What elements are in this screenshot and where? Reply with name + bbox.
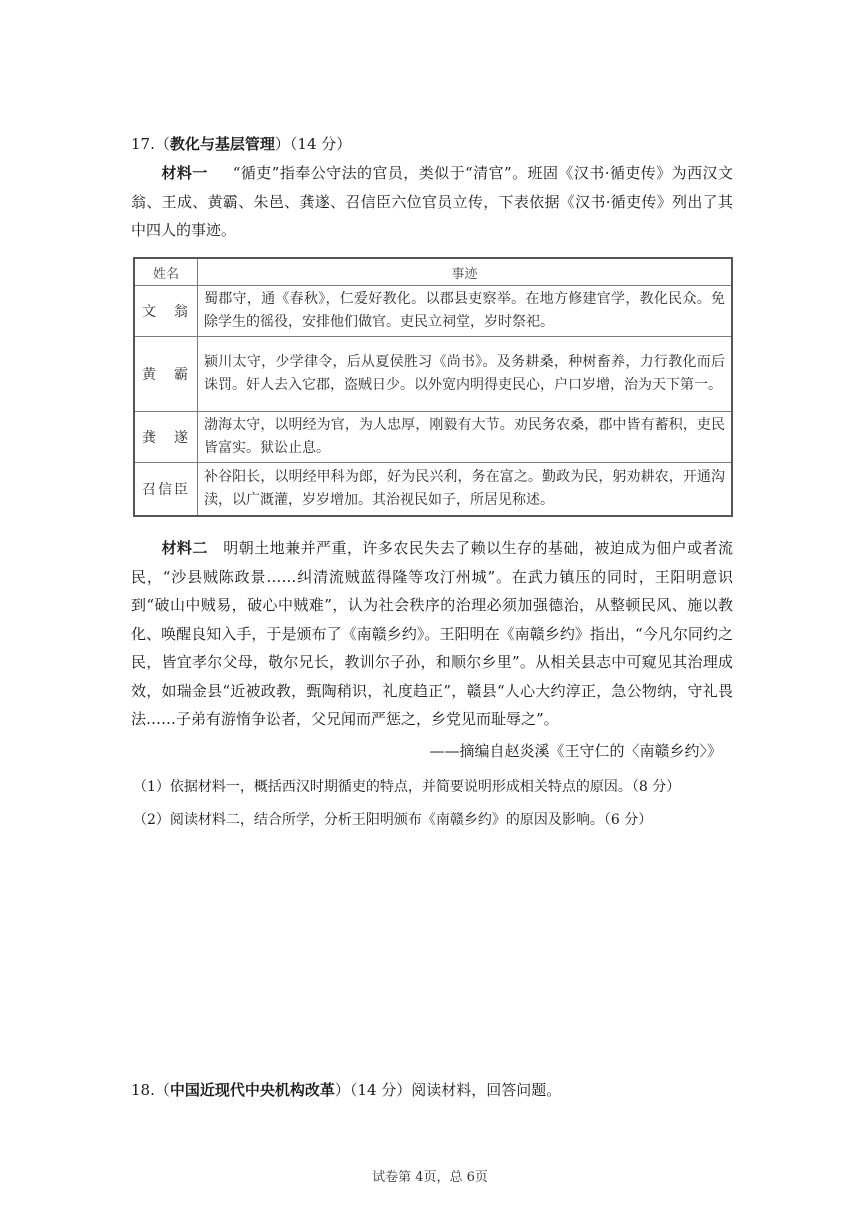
table-row — [134, 337, 732, 412]
official-name: 龚 遂 — [134, 412, 198, 463]
tag-open-paren: （ — [154, 1081, 170, 1099]
official-name: 黄 霸 — [134, 337, 198, 412]
material-two — [131, 534, 733, 734]
question-17-heading — [131, 134, 351, 154]
table-header-row — [134, 258, 732, 286]
question-18-heading — [131, 1080, 561, 1100]
sub-question-1: （1）依据材料一，概括西汉时期循吏的特点，并简要说明形成相关特点的原因。（8 分） — [133, 779, 681, 795]
material-one-text: “循吏”指奉公守法的官员，类似于“清官”。班固《汉书·循吏传》为西汉文翁、王成、黄霸、朱邑、龚遂、召信臣六位官员立传，下表依据《汉书·循吏传》列出了其中四人的事迹。 — [131, 164, 733, 239]
material-two-source: ——摘编自赵炎溪《王守仁的〈南赣乡约〉》 — [429, 742, 722, 760]
header-deeds: 事迹 — [198, 258, 733, 286]
official-deeds: 蜀郡守，通《春秋》，仁爱好教化。以郡县吏察举。在地方修建官学，教化民众。免除学生的徭役，安排他们做官。吏民立祠堂，岁时祭祀。 — [198, 286, 733, 337]
question-score: （14 分） — [289, 135, 352, 153]
question-instructions: （14 分）阅读材料，回答问题。 — [349, 1081, 562, 1099]
tag-close-paren: ） — [334, 1081, 350, 1099]
official-deeds: 补谷阳长，以明经甲科为郎，好为民兴利，务在富之。勤政为民，躬劝耕农，开通沟渎，以广溉灌，岁岁增加。其治视民如子，所居见称述。 — [198, 463, 733, 517]
question-topic: 教化与基层管理 — [169, 135, 275, 153]
deeds-table — [133, 257, 733, 517]
material-two-label: 材料二 — [161, 539, 208, 557]
material-two-text: 明朝土地兼并严重，许多农民失去了赖以生存的基础，被迫成为佃户或者流民，“沙县贼陈政景……纠清流贼蓝得隆等攻汀州城”。在武力镇压的同时，王阳明意识到“破山中贼易，破心中贼难”，认为社会秩序的治理必须加强德治，从整顿民风、施以教化、唤醒良知入手，于是颁布了《南赣乡约》。王阳明在《南赣乡约》指出，“今凡尔同约之民，皆宜孝尔父母，敬尔兄长，教训尔子孙，和顺尔乡里”。从相关县志中可窥见其治理成效，如瑞金县“近被政教，甄陶稍识，礼度趋正”，赣县“人心大约淳正，急公物纳，守礼畏法……子弟有游惰争讼者，父兄闻而严惩之，乡党见而耻辱之”。 — [131, 539, 733, 728]
official-name: 文 翁 — [134, 286, 198, 337]
header-name: 姓名 — [134, 258, 198, 286]
tag-close-paren: ） — [274, 135, 290, 153]
table-row — [134, 412, 732, 463]
official-name: 召信臣 — [134, 463, 198, 517]
material-one — [131, 159, 733, 245]
tag-open-paren: （ — [154, 135, 170, 153]
sub-question-2: （2）阅读材料二，结合所学，分析王阳明颁布《南赣乡约》的原因及影响。（6 分） — [133, 812, 653, 828]
page-footer: 试卷第 4页，总 6页 — [372, 1170, 488, 1185]
question-number: 18. — [131, 1081, 155, 1099]
table-row — [134, 286, 732, 337]
question-topic: 中国近现代中央机构改革 — [169, 1081, 335, 1099]
official-deeds: 颍川太守，少学律令，后从夏侯胜习《尚书》。及务耕桑，种树畜养，力行教化而后诛罚。奸人去入它郡，盗贼日少。以外宽内明得吏民心，户口岁增，治为天下第一。 — [198, 337, 733, 412]
question-number: 17. — [131, 135, 155, 153]
official-deeds: 渤海太守，以明经为官，为人忠厚，刚毅有大节。劝民务农桑，郡中皆有蓄积，吏民皆富实。狱讼止息。 — [198, 412, 733, 463]
table-row — [134, 463, 732, 517]
material-one-label: 材料一 — [161, 164, 208, 182]
